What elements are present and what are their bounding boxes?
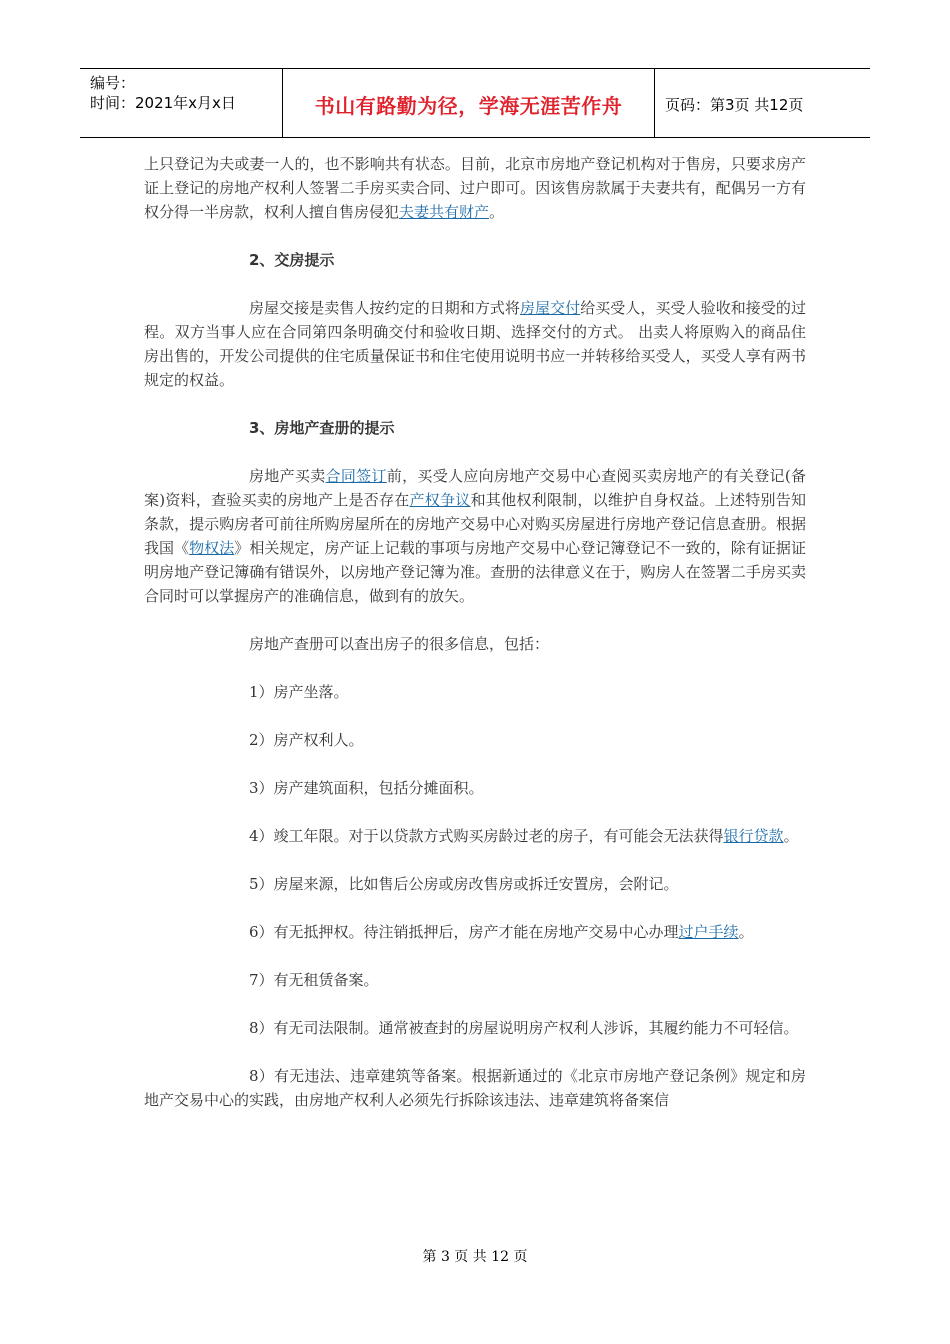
paragraph: 上只登记为夫或妻一人的，也不影响共有状态。目前，北京市房地产登记机构对于售房，只要求房产证上登记的房地产权利人签署二手房买卖合同、过户即可。因该售房款属于夫妻共有，配偶另一方有权分得一半房款，权利人擅自售房侵犯夫妻共有财产。 [144,155,806,221]
link-transfer-procedure[interactable]: 过户手续 [678,923,739,941]
section-heading: 3、房地产查册的提示 [249,419,395,437]
list-item: 3）房产建筑面积，包括分摊面积。 [249,779,484,797]
link-contract-signing[interactable]: 合同签订 [325,467,387,485]
paragraph: 房地产查册可以查出房子的很多信息，包括： [249,635,550,653]
list-item: 5）房屋来源，比如售后公房或房改售房或拆迁安置房，会附记。 [249,875,679,893]
document-date-label: 时间：2021年x月x日 [90,94,236,112]
document-number-label: 编号： [90,74,136,92]
link-bank-loan[interactable]: 银行贷款 [723,827,784,845]
link-house-delivery[interactable]: 房屋交付 [519,299,581,317]
list-item: 8）有无司法限制。通常被查封的房屋说明房产权利人涉诉，其履约能力不可轻信。 [249,1019,799,1037]
link-spouse-property[interactable]: 夫妻共有财产 [399,203,490,221]
list-item: 7）有无租赁备案。 [249,971,379,989]
list-item: 8）有无违法、违章建筑等备案。根据新通过的《北京市房地产登记条例》规定和房地产交易中心的实践，由房地产权利人必须先行拆除该违法、违章建筑将备案信 [144,1067,806,1109]
header-page-number: 页码：第3页 共12页 [665,95,804,114]
section-heading: 2、交房提示 [249,251,335,269]
header-motto: 书山有路勤为径，学海无涯苦作舟 [283,69,655,137]
paragraph: 房屋交接是卖售人按约定的日期和方式将房屋交付给买受人，买受人验收和接受的过程。双方当事人应在合同第四条明确交付和验收日期、选择交付的方式。 出卖人将原购入的商品住房出售的，开发公司提供的住宅质量保证书和住宅使用说明书应一并转移给买受人，买受人享有两书规定的权益。 [144,299,806,389]
list-item: 1）房产坐落。 [249,683,349,701]
list-item: 2）房产权利人。 [249,731,364,749]
list-item: 4）竣工年限。对于以贷款方式购买房龄过老的房子，有可能会无法获得银行贷款。 [249,827,799,845]
header-meta [80,69,283,137]
header-table [80,68,870,138]
paragraph: 房地产买卖合同签订前，买受人应向房地产交易中心查阅买卖房地产的有关登记(备案)资料，查验买卖的房地产上是否存在产权争议和其他权利限制，以维护自身权益。上述特别告知条款，提示购房者可前往所购房屋所在的房地产交易中心对购买房屋进行房地产登记信息查册。根据我国《物权法》相关规定，房产证上记载的事项与房地产交易中心登记簿登记不一致的，除有证据证明房地产登记簿确有错误外，以房地产登记簿为准。查册的法律意义在于，购房人在签署二手房买卖合同时可以掌握房产的准确信息，做到有的放矢。 [144,467,806,605]
page-footer: 第 3 页 共 12 页 [422,1249,528,1265]
link-property-law[interactable]: 物权法 [189,539,235,557]
document-body [144,152,806,1112]
list-item: 6）有无抵押权。待注销抵押后，房产才能在房地产交易中心办理过户手续。 [249,923,754,941]
link-property-dispute[interactable]: 产权争议 [409,491,471,509]
